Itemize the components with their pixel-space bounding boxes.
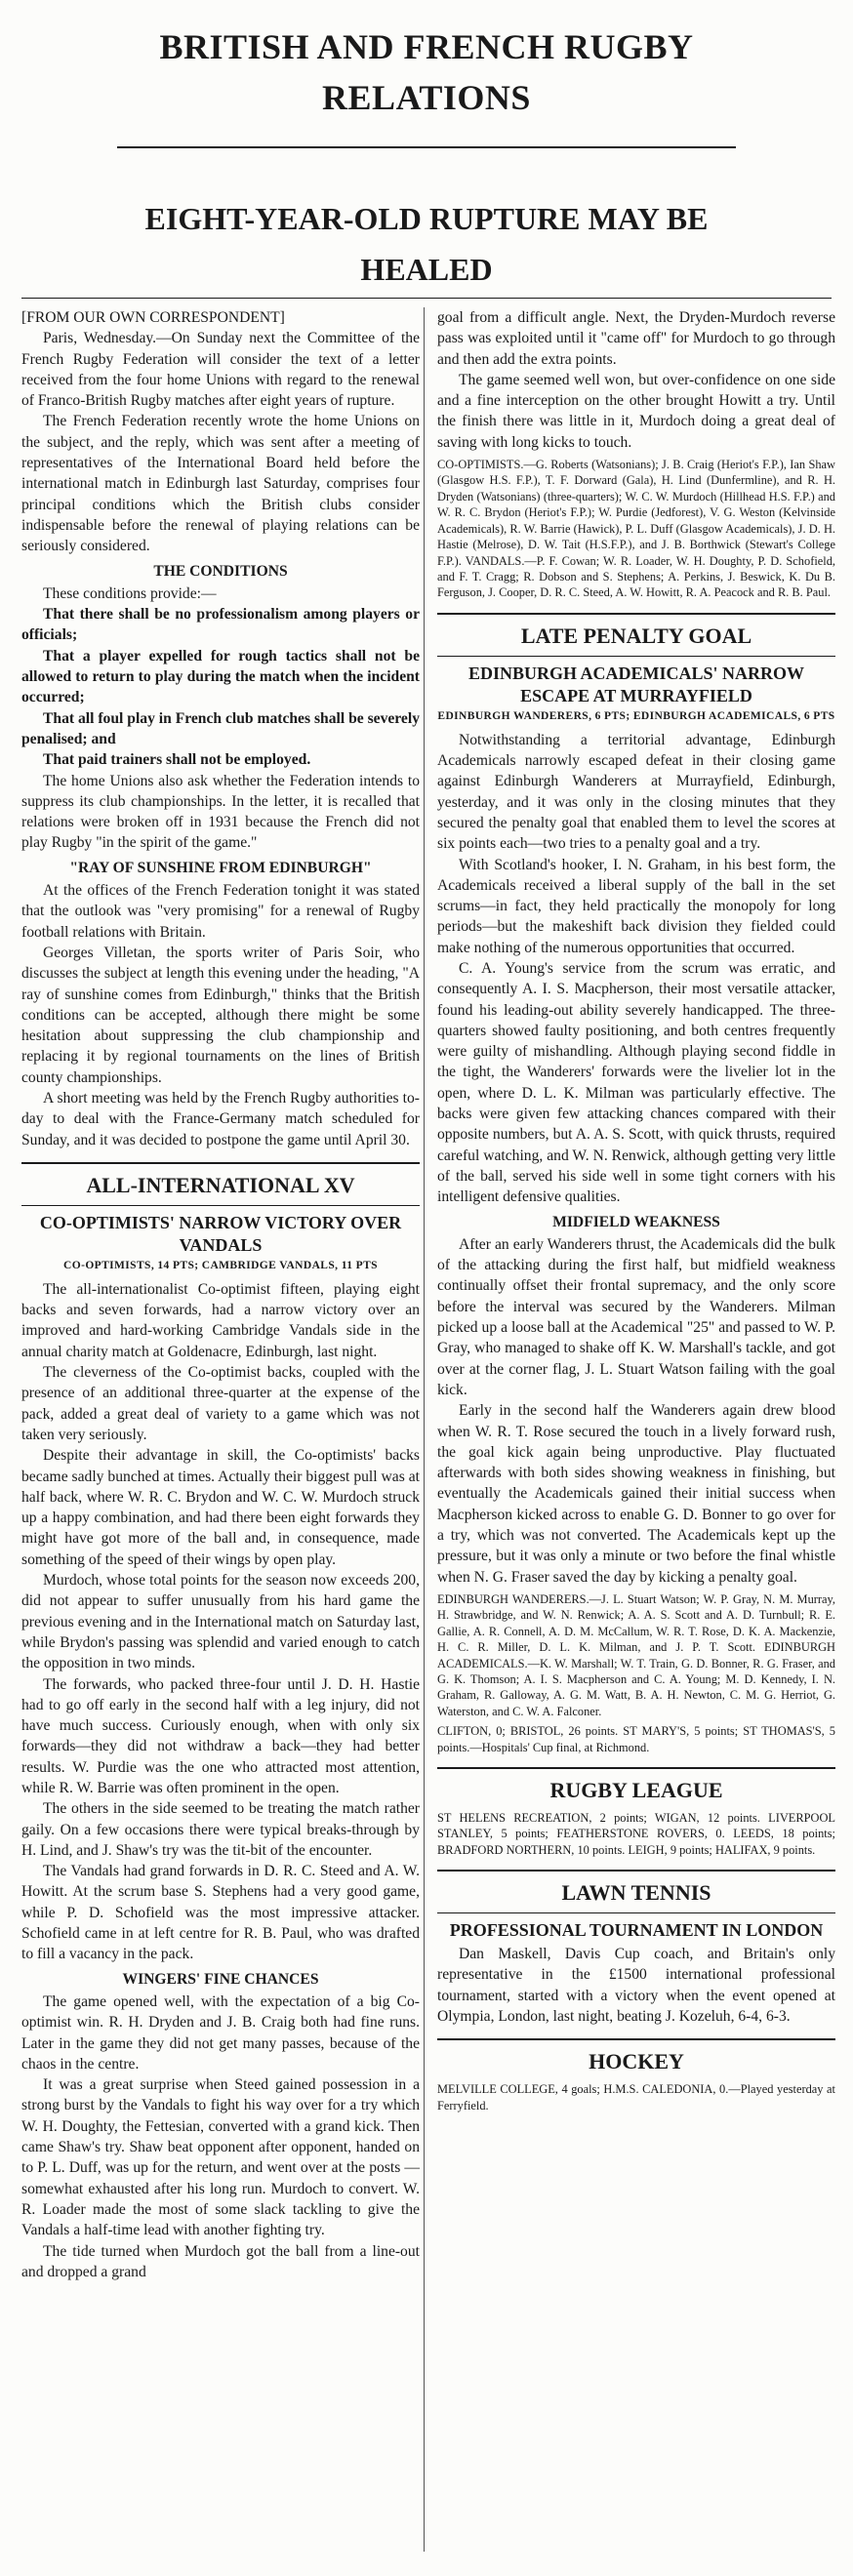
story-paragraph: The forwards, who packed three-four until J. D. H. Hastie had to go off early in the second half with a leg injury, did not have much success. Curiously enough, when with only six forwards—they did not withdraw a back—they had better results. W. Purdie was the one who attracted most attention, while R. W. Barrie was often prominent in the open. — [21, 1675, 420, 1796]
penalty-score: EDINBURGH WANDERERS, 6 PTS; EDINBURGH ACADEMICALS, 6 PTS — [437, 709, 835, 722]
story-paragraph: goal from a difficult angle. Next, the Dryden-Murdoch reverse pass was exploited until it "came off" for Murdoch to go through and then add the extra points. — [437, 309, 835, 368]
story-paragraph: Georges Villetan, the sports writer of Paris Soir, who discusses the subject at length this evening under the heading, "A ray of sunshine comes from Edinburgh," thinks that the British conditions can be accepted, although there might be some hesitation about suppressing the club championship and replacing it by regional tournaments on the lines of British county championships. — [21, 944, 420, 1086]
story-paragraph: The game opened well, with the expectation of a big Co-optimist win. R. H. Dryden and J. B. Craig both had fine runs. Later in the game they did not get many passes, because of the chaos in the centre. — [21, 1992, 420, 2073]
column-divider — [424, 307, 425, 2552]
headline: BRITISH AND FRENCH RUGBY RELATIONS — [159, 27, 694, 117]
right-column — [437, 307, 835, 2117]
story-paragraph: After an early Wanderers thrust, the Academicals did the bulk of the attacking during the first half, but midfield weakness continually offset their frontal supremacy, and the only score before the interval was secured by the Wanderers. Milman picked up a loose ball at the Academical "25" and passed to W. P. Gray, who managed to shake off K. W. Marshall's tackle, and got over at the corner flag, J. L. Stuart Watson failing with the goal kick. — [437, 1235, 835, 1398]
byline: [FROM OUR OWN CORRESPONDENT] — [21, 309, 285, 326]
allint-headline: CO-OPTIMISTS' NARROW VICTORY OVER VANDALS — [39, 1212, 402, 1255]
story-paragraph: With Scotland's hooker, I. N. Graham, in his best form, the Academicals received a liberal supply of the ball in the set scrums—in fact, they held practically the monopoly for long periods—but the makeshift back division they fielded could make nothing of the numerous opportunities that occurred. — [437, 856, 835, 956]
condition-item: That paid trainers shall not be employed. — [43, 751, 311, 769]
team-lineups: CO-OPTIMISTS.—G. Roberts (Watsonians); J. B. Craig (Heriot's F.P.), Ian Shaw (Glasgow H.S. F.P.), T. F. Dorward (Gala), H. Lind (Dunfermline), and R. H. Dryden (Watsonians) (three-quarters); W. C. W. Murdoch (Hillhead H.S. F.P.) and W. R. C. Brydon (Heriot's F.P.); W. Purdie (Jedforest), V. G. Weston (Kelvinside Academicals), R. W. Barrie (Hawick), P. L. Duff (Glasgow Academicals), J. D. H. Hastie (Melrose), D. W. Tait (H.S.F.P.), and J. B. Borthwick (Stewart's College F.P.). VANDALS.—P. F. Cowan; W. R. Loader, W. H. Doughty, P. D. Schofield, and F. T. Cragg; R. Dobson and S. Stephens; A. Perkins, J. Beswick, K. Du B. Ferguson, J. Cooper, D. R. C. Steed, A. W. Howitt, R. A. Peacock and R. B. Paul. — [437, 458, 835, 600]
subhead-conditions: THE CONDITIONS — [153, 562, 288, 580]
headline-divider — [117, 146, 736, 148]
story-paragraph: Paris, Wednesday.—On Sunday next the Committee of the French Rugby Federation will consider the text of a letter received from the four home Unions with regard to the renewal of Franco-British Rugby matches after eight years of rupture. — [21, 330, 420, 410]
section-rugby-league: RUGBY LEAGUE — [437, 1767, 835, 1804]
story-paragraph: Notwithstanding a territorial advantage, Edinburgh Academicals narrowly escaped defeat in their closing game against Edinburgh Wanderers at Murrayfield, Edinburgh, yesterday, and it was only in the closing minutes that they secured the penalty goal that enabled them to level the scores at six points each—two tries to a penalty goal and a try. — [437, 731, 835, 853]
story-paragraph: The game seemed well won, but over-confidence on one side and a fine interception on the other brought Howitt a try. Until the finish there was little in it, Murdoch doing a great deal of saving with long kicks to touch. — [437, 371, 835, 451]
section-divider — [437, 1912, 835, 1913]
other-results: CLIFTON, 0; BRISTOL, 26 points. ST MARY'S, 5 points; ST THOMAS'S, 5 points.—Hospitals' Cup final, at Richmond. — [437, 1724, 835, 1754]
subhead-wingers: WINGERS' FINE CHANCES — [122, 1970, 319, 1988]
story-paragraph: A short meeting was held by the French Rugby authorities to-day to deal with the France-Germany match scheduled for Sunday, and it was decided to postpone the game until April 30. — [21, 1089, 420, 1148]
story-paragraph: C. A. Young's service from the scrum was erratic, and consequently A. I. S. Macpherson, their most versatile attacker, found his leading-out ability severely handicapped. The three-quarters showed faulty positioning, and both centres frequently were guilty of mishandling. Although playing second fiddle in the tight, the Wanderers' forwards were the livelier lot in the open, where D. L. K. Milman was particularly effective. The backs were given few attacking chances compared with their opposite numbers, but A. A. S. Scott, with quick thrusts, required careful watching, and W. N. Renwick, although getting very little of the ball, served his side well in some tight corners with his intelligent defensive qualities. — [437, 960, 835, 1206]
condition-item: That there shall be no professionalism among players or officials; — [21, 606, 420, 644]
story-paragraph: The tide turned when Murdoch got the ball from a line-out and dropped a grand — [21, 2242, 420, 2280]
subhead-ray-of-sunshine: "RAY OF SUNSHINE FROM EDINBURGH" — [69, 859, 372, 876]
subheadline: EIGHT-YEAR-OLD RUPTURE MAY BE HEALED — [144, 201, 709, 287]
allint-score: CO-OPTIMISTS, 14 PTS; CAMBRIDGE VANDALS, 11 PTS — [63, 1259, 378, 1271]
tennis-headline: PROFESSIONAL TOURNAMENT IN LONDON — [449, 1920, 824, 1941]
penalty-headline: EDINBURGH ACADEMICALS' NARROW ESCAPE AT MURRAYFIELD — [467, 663, 805, 705]
story-paragraph: The French Federation recently wrote the home Unions on the subject, and the reply, which was sent after a meeting of representatives of the International Board held before the international match in Edinburgh last Saturday, comprises four principal conditions which the British clubs consider indispensable before the renewal of playing relations can be seriously considered. — [21, 413, 420, 555]
story-paragraph: The home Unions also ask whether the Federation intends to suppress its club championships. In the letter, it is recalled that relations were broken off in 1931 because the French did not play Rugby "in the spirit of the game." — [21, 772, 420, 852]
section-divider — [21, 1205, 420, 1206]
hockey-result: MELVILLE COLLEGE, 4 goals; H.M.S. CALEDONIA, 0.—Played yesterday at Ferryfield. — [437, 2082, 835, 2113]
story-paragraph: Despite their advantage in skill, the Co-optimists' backs became sadly bunched at times. Actually their biggest pull was at half back, where W. R. C. Brydon and W. C. W. Murdoch struck up a happy combination, and had there been eight forwards they might have got more of the ball and, in consequence, made something of the speed of their wings by open play. — [21, 1447, 420, 1568]
story-paragraph: The Vandals had grand forwards in D. R. C. Steed and A. W. Howitt. At the scrum base S. Stephens had a very good game, while P. D. Schofield was the most impressive attacker. Schofield came in at left centre for R. B. Paul, who was drafted to fill a vacancy in the pack. — [21, 1863, 420, 1963]
section-all-international: ALL-INTERNATIONAL XV — [21, 1162, 420, 1199]
story-paragraph: The cleverness of the Co-optimist backs, coupled with the presence of an additional three-quarter at the expense of the pack, added a great deal of variety to a game which was not taken very seriously. — [21, 1364, 420, 1443]
story-paragraph: The others in the side seemed to be treating the match rather gaily. On a few occasions there were typical breaks-through by H. Lind, and J. Shaw's try was the tit-bit of the encounter. — [21, 1800, 420, 1859]
story-paragraph: Early in the second half the Wanderers again drew blood when W. R. T. Rose secured the touch in a lively forward rush, the goal kick again being unproductive. Play fluctuated afterwards with both sides showing weakness in finishing, but eventually the Academicals gained their initial success when Macpherson kicked across to enable G. D. Bonner to go over for a try, which was not converted. The Academicals kept up the pressure, but it was only a minute or two before the final whistle when N. G. Fraser saved the day by kicking a penalty goal. — [437, 1402, 835, 1586]
story-paragraph: At the offices of the French Federation tonight it was stated that the outlook was "very promising" for a renewal of Rugby football relations with Britain. — [21, 882, 420, 941]
story-paragraph: Murdoch, whose total points for the season now exceeds 200, did not appear to suffer unusually from his hard game the previous evening and in the International match on Saturday last, while Brydon's passing was splendid and varied enough to catch the opposition in two minds. — [21, 1572, 420, 1672]
story-paragraph: Dan Maskell, Davis Cup coach, and Britain's only representative in the £1500 international professional tournament, started with a victory when the event opened at Olympia, London, last night, beating J. Kozeluh, 6-4, 6-3. — [437, 1946, 835, 2026]
condition-item: That all foul play in French club matches shall be severely penalised; and — [21, 709, 420, 747]
story-paragraph: The all-internationalist Co-optimist fifteen, playing eight backs and seven forwards, had a narrow victory over an improved and hard-working Cambridge Vandals side in the annual charity match at Goldenacre, Edinburgh, last night. — [21, 1280, 420, 1360]
left-column — [21, 307, 420, 2282]
story-paragraph: It was a great surprise when Steed gained possession in a strong burst by the Vandals to fight his way over for a try which W. H. Doughty, the Fettesian, converted with a grand kick. Then came Shaw's try. Shaw beat opponent after opponent, handed on to P. L. Duff, was up for the return, and went over at the posts — somewhat exhausted after his long run. Murdoch to convert. W. R. Loader made the most of some slack tackling to give the Vandals a half-time lead with another fighting try. — [21, 2076, 420, 2239]
league-results: ST HELENS RECREATION, 2 points; WIGAN, 12 points. LIVERPOOL STANLEY, 5 points; FEATHERSTONE ROVERS, 0. LEEDS, 18 points; BRADFORD NORTHERN, 10 points. LEIGH, 9 points; HALIFAX, 9 points. — [437, 1810, 835, 1857]
subhead-midfield: MIDFIELD WEAKNESS — [552, 1213, 720, 1230]
section-late-penalty: LATE PENALTY GOAL — [437, 613, 835, 650]
story-paragraph: These conditions provide:— — [43, 584, 217, 602]
section-hockey: HOCKEY — [437, 2038, 835, 2075]
condition-item: That a player expelled for rough tactics shall not be allowed to return to play during the match when the incident occurred; — [21, 647, 420, 706]
column-top-divider — [21, 298, 832, 299]
team-lineups: EDINBURGH WANDERERS.—J. L. Stuart Watson; W. P. Gray, N. M. Murray, H. Strawbridge, and W. N. Renwick; A. A. S. Scott and A. D. Turnbull; R. E. Gallie, A. R. Connell, A. D. M. McCallum, W. R. T. Rose, D. K. A. Mackenzie, H. C. R. Miller, D. L. K. Milman, and J. P. T. Scott. EDINBURGH ACADEMICALS.—K. W. Marshall; W. T. Train, G. D. Bonner, R. G. Fraser, and G. K. Thomson; A. I. S. Macpherson and C. A. Young; M. D. Kennedy, I. N. Graham, R. Galloway, A. G. M. Watt, B. A. H. Newton, C. M. G. Herriot, G. Waterston, and C. W. A. Falconer. — [437, 1591, 835, 1718]
section-divider — [437, 656, 835, 657]
section-lawn-tennis: LAWN TENNIS — [437, 1870, 835, 1907]
